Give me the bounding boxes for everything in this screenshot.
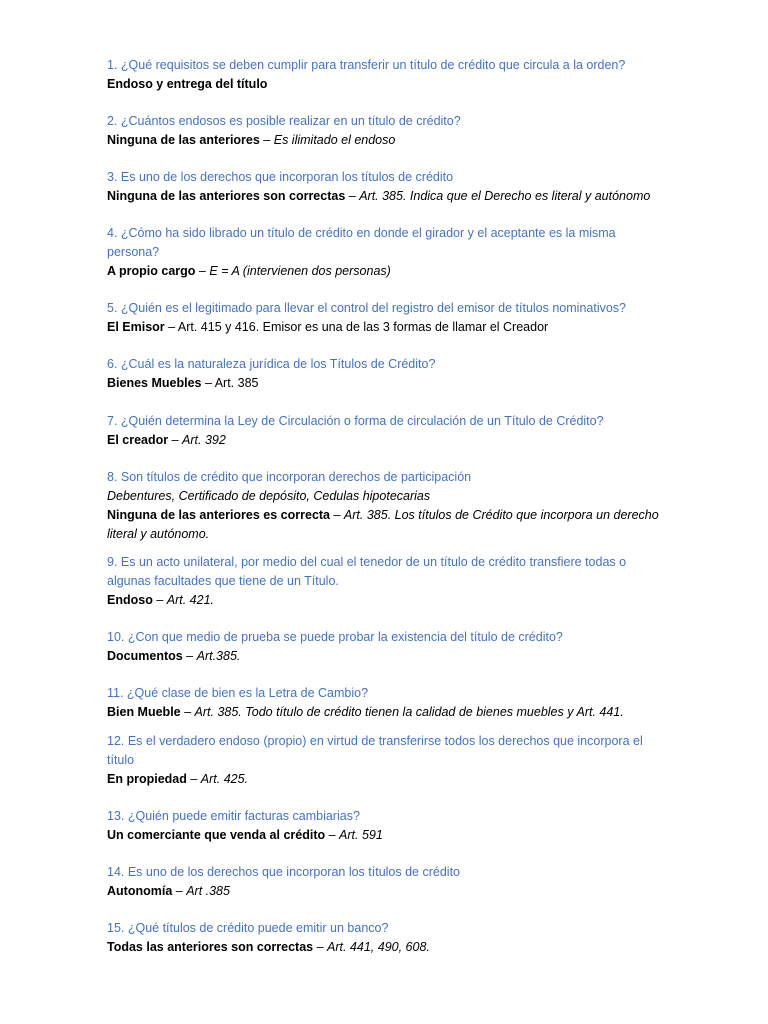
answer-10-sep: – [182, 649, 197, 663]
answer-11-bold: Bien Mueble [107, 705, 181, 719]
question-13: 13. ¿Quién puede emitir facturas cambiarias? [107, 809, 360, 823]
answer-7-note: Art. 392 [182, 433, 226, 447]
question-4: 4. ¿Cómo ha sido librado un título de crédito en donde el girador y el aceptante es la misma persona? [107, 226, 616, 259]
answer-15 [107, 938, 663, 957]
answer-12-note: Art. 425. [200, 772, 249, 786]
question-15: 15. ¿Qué títulos de crédito puede emitir un banco? [107, 921, 389, 935]
qa-item-13 [107, 807, 663, 845]
answer-2 [107, 131, 663, 150]
question-3: 3. Es uno de los derechos que incorporan los títulos de crédito [107, 170, 454, 184]
qa-item-3 [107, 168, 663, 206]
answer-3-note: Art. 385. Indica que el Derecho es literal y autónomo [359, 189, 651, 203]
question-6: 6. ¿Cuál es la naturaleza jurídica de los Títulos de Crédito? [107, 357, 436, 371]
answer-12-sep: – [186, 772, 201, 786]
answer-6-bold: Bienes Muebles [107, 376, 202, 390]
answer-2-sep: – [259, 133, 274, 147]
answer-5-text: – Art. 415 y 416. Emisor es una de las 3 formas de llamar el Creador [164, 320, 549, 334]
qa-item-1 [107, 56, 663, 94]
answer-15-bold: Todas las anteriores son correctas [107, 940, 314, 954]
answer-7 [107, 431, 663, 450]
qa-item-8 [107, 468, 663, 544]
qa-item-11 [107, 684, 663, 722]
answer-12-bold: En propiedad [107, 772, 187, 786]
question-9: 9. Es un acto unilateral, por medio del cual el tenedor de un título de crédito transfiere todas o algunas facultades que tiene de un Título. [107, 555, 627, 588]
answer-15-sep: – [313, 940, 328, 954]
question-5: 5. ¿Quién es el legitimado para llevar el control del registro del emisor de títulos nominativos? [107, 301, 627, 315]
answer-9 [107, 591, 663, 610]
answer-12 [107, 770, 663, 789]
answer-13 [107, 826, 663, 845]
answer-4-sep: – [195, 264, 210, 278]
qa-item-9 [107, 553, 663, 610]
answer-14-sep: – [172, 884, 187, 898]
answer-13-sep: – [325, 828, 340, 842]
answer-11-note: Art. 385. Todo título de crédito tienen la calidad de bienes muebles y Art. 441. [194, 705, 624, 719]
answer-6 [107, 374, 663, 393]
question-1: 1. ¿Qué requisitos se deben cumplir para transferir un título de crédito que circula a la orden? [107, 58, 626, 72]
answer-1-bold: Endoso y entrega del título [107, 77, 268, 91]
qa-item-15 [107, 919, 663, 957]
question-11: 11. ¿Qué clase de bien es la Letra de Cambio? [107, 686, 369, 700]
answer-11 [107, 703, 663, 722]
question-7: 7. ¿Quién determina la Ley de Circulación o forma de circulación de un Título de Crédito? [107, 414, 604, 428]
question-14: 14. Es uno de los derechos que incorporan los títulos de crédito [107, 865, 460, 879]
qa-item-4 [107, 224, 663, 281]
answer-4 [107, 262, 663, 281]
answer-10 [107, 647, 663, 666]
answer-8-sep: – [330, 508, 344, 522]
answer-9-sep: – [152, 593, 167, 607]
answer-14-bold: Autonomía [107, 884, 173, 898]
answer-13-note: Art. 591 [339, 828, 383, 842]
question-2: 2. ¿Cuántos endosos es posible realizar en un título de crédito? [107, 114, 461, 128]
question-8: 8. Son títulos de crédito que incorporan derechos de participación [107, 470, 472, 484]
answer-3 [107, 187, 663, 206]
answer-7-sep: – [168, 433, 183, 447]
answer-13-bold: Un comerciante que venda al crédito [107, 828, 326, 842]
qa-item-14 [107, 863, 663, 901]
answer-14 [107, 882, 663, 901]
answer-2-note: Es ilimitado el endoso [273, 133, 396, 147]
answer-6-text: – Art. 385 [201, 376, 259, 390]
qa-item-10 [107, 628, 663, 666]
qa-item-12 [107, 732, 663, 789]
answer-8-note: Art. 385. Los títulos de Crédito que incorpora un derecho literal y autónomo. [107, 508, 659, 541]
answer-10-bold: Documentos [107, 649, 183, 663]
qa-item-2 [107, 112, 663, 150]
qa-item-7 [107, 412, 663, 450]
answer-9-note: Art. 421. [166, 593, 214, 607]
answer-5 [107, 318, 663, 337]
answer-11-sep: – [180, 705, 195, 719]
qa-item-5 [107, 299, 663, 337]
answer-9-bold: Endoso [107, 593, 153, 607]
answer-3-sep: – [345, 189, 360, 203]
qa-item-6 [107, 355, 663, 393]
answer-10-note: Art.385. [196, 649, 241, 663]
answer-14-note: Art .385 [186, 884, 230, 898]
answer-8 [107, 506, 663, 544]
answer-4-bold: A propio cargo [107, 264, 196, 278]
answer-2-bold: Ninguna de las anteriores [107, 133, 260, 147]
answer-15-note: Art. 441, 490, 608. [327, 940, 430, 954]
question-12: 12. Es el verdadero endoso (propio) en virtud de transferirse todos los derechos que incorpora el título [107, 734, 643, 767]
answer-7-bold: El creador [107, 433, 169, 447]
answer-3-bold: Ninguna de las anteriores son correctas [107, 189, 346, 203]
answer-8-bold: Ninguna de las anteriores es correcta [107, 508, 331, 522]
answer-5-bold: El Emisor [107, 320, 165, 334]
question-10: 10. ¿Con que medio de prueba se puede probar la existencia del título de crédito? [107, 630, 563, 644]
answer-8-examples: Debentures, Certificado de depósito, Cedulas hipotecarias [107, 489, 431, 503]
answer-4-note: E = A (intervienen dos personas) [209, 264, 391, 278]
answer-1 [107, 75, 663, 94]
